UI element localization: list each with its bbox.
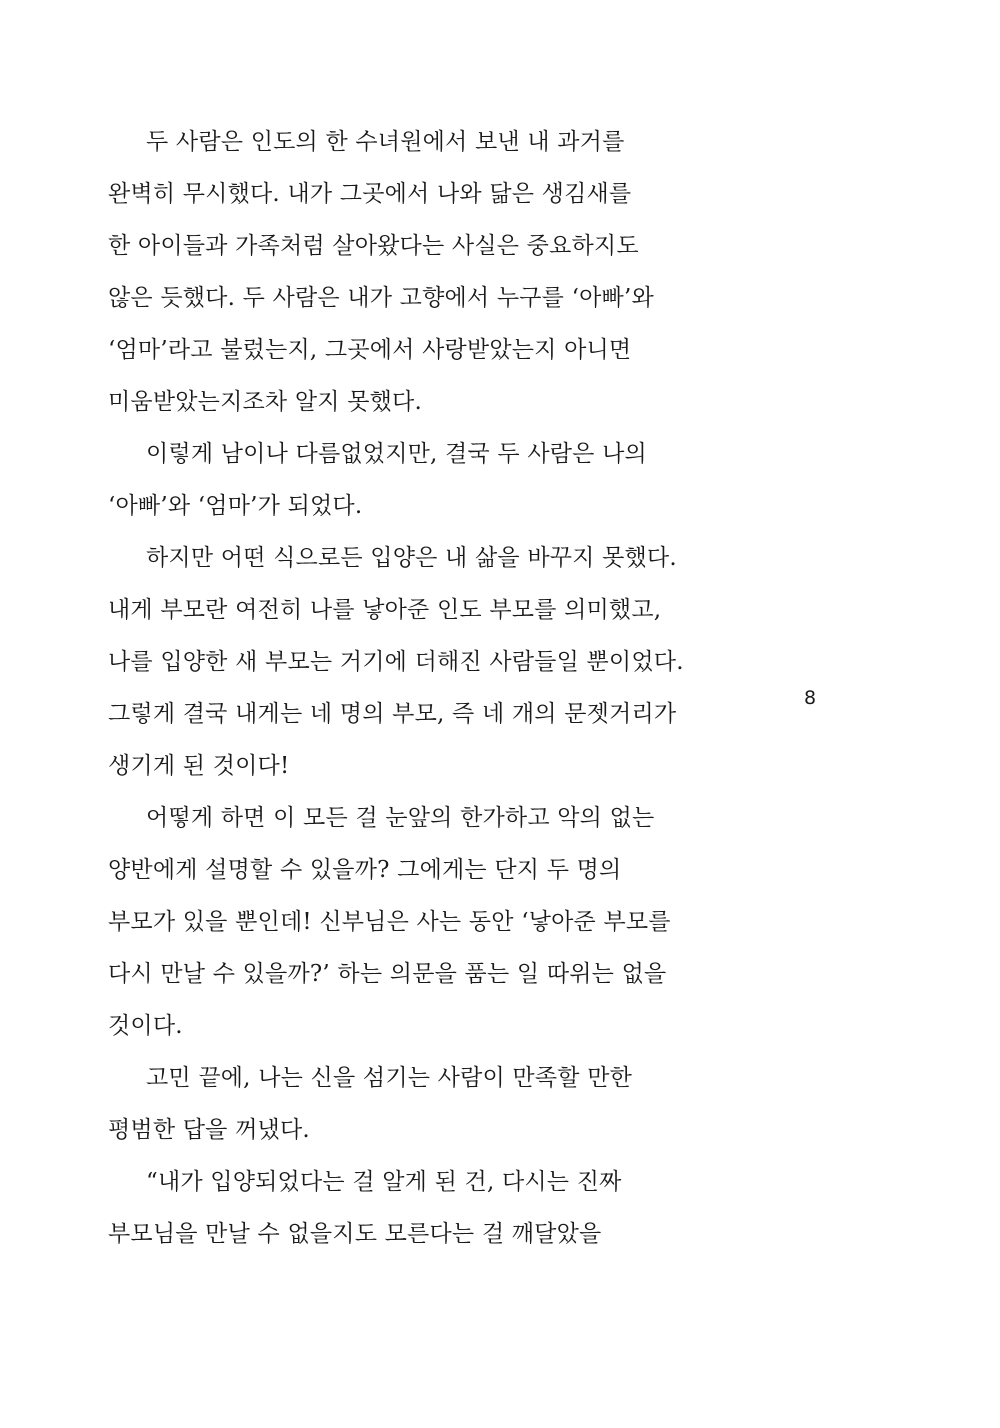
text-line: ‘엄마’라고 불렀는지, 그곳에서 사랑받았는지 아니면 — [108, 337, 632, 363]
text-line: ‘아빠’와 ‘엄마’가 되었다. — [108, 493, 363, 519]
text-line: 않은 듯했다. 두 사람은 내가 고향에서 누구를 ‘아빠’와 — [108, 285, 654, 311]
text-line: 한 아이들과 가족처럼 살아왔다는 사실은 중요하지도 — [108, 233, 639, 259]
text-line: 고민 끝에, 나는 신을 섬기는 사람이 만족할 만한 — [146, 1065, 633, 1091]
text-line: 평범한 답을 꺼냈다. — [108, 1117, 310, 1143]
text-line: 생기게 된 것이다! — [108, 753, 290, 779]
text-line: 그렇게 결국 내게는 네 명의 부모, 즉 네 개의 문젯거리가 — [108, 701, 677, 727]
text-line: 이렇게 남이나 다름없었지만, 결국 두 사람은 나의 — [146, 441, 647, 467]
text-line: 미움받았는지조차 알지 못했다. — [108, 389, 422, 415]
text-line: 내게 부모란 여전히 나를 낳아준 인도 부모를 의미했고, — [108, 597, 662, 623]
text-line: 하지만 어떤 식으로든 입양은 내 삶을 바꾸지 못했다. — [146, 545, 677, 571]
text-line: 어떻게 하면 이 모든 걸 눈앞의 한가하고 악의 없는 — [146, 805, 655, 831]
text-line: 부모가 있을 뿐인데! 신부님은 사는 동안 ‘낳아준 부모를 — [108, 909, 671, 935]
text-line: 부모님을 만날 수 없을지도 모른다는 걸 깨달았을 — [108, 1221, 602, 1247]
text-line: 완벽히 무시했다. 내가 그곳에서 나와 닮은 생김새를 — [108, 181, 632, 207]
text-line: “내가 입양되었다는 걸 알게 된 건, 다시는 진짜 — [146, 1169, 622, 1195]
text-line: 것이다. — [108, 1013, 183, 1039]
text-line: 양반에게 설명할 수 있을까? 그에게는 단지 두 명의 — [108, 857, 622, 883]
page-number: 8 — [804, 687, 817, 709]
text-line: 다시 만날 수 있을까?’ 하는 의문을 품는 일 따위는 없을 — [108, 961, 667, 987]
body-text — [108, 116, 748, 1260]
text-line: 나를 입양한 새 부모는 거기에 더해진 사람들일 뿐이었다. — [108, 649, 684, 675]
text-line: 두 사람은 인도의 한 수녀원에서 보낸 내 과거를 — [146, 129, 625, 155]
